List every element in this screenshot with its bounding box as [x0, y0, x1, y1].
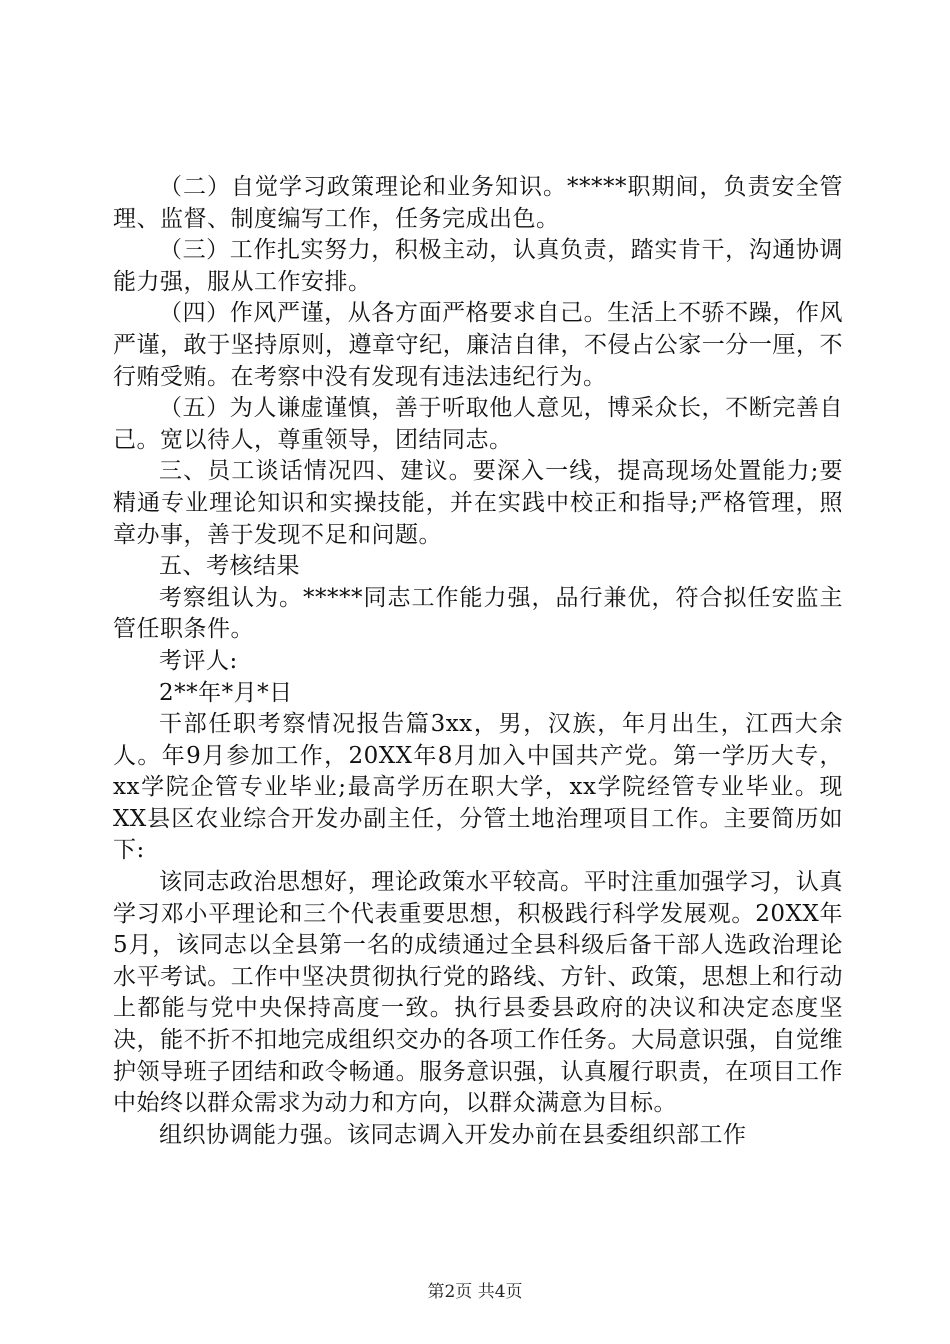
paragraph-conclusion: 考察组认为。*****同志工作能力强，品行兼优，符合拟任安监主管任职条件。 [113, 584, 843, 643]
heading-assessment-result: 五、考核结果 [159, 553, 300, 580]
document-body [113, 172, 843, 1151]
paragraph-political-thought: 该同志政治思想好，理论政策水平较高。平时注重加强学习，认真学习邓小平理论和三个代表重要思想，积极践行科学发展观。20XX年5月，该同志以全县第一名的成绩通过全县科级后备干部人选政治理论水平考试。工作中坚决贯彻执行党的路线、方针、政策，思想上和行动上都能与党中央保持高度一致。执行县委县政府的决议和决定态度坚决，能不折不扣地完成组织交办的各项工作任务。大局意识强，自觉维护领导班子团结和政令畅通。服务意识强，认真履行职责，在项目工作中始终以群众需求为动力和方向，以群众满意为目标。 [113, 869, 843, 1117]
evaluator-label: 考评人: [159, 647, 238, 674]
paragraph-interview-suggestions: 三、员工谈话情况四、建议。要深入一线，提高现场处置能力;要精通专业理论知识和实操技能，并在实践中校正和指导;严格管理，照章办事，善于发现不足和问题。 [113, 458, 843, 548]
page-number-footer: 第2页 共4页 [427, 1282, 523, 1302]
paragraph-4: （四）作风严谨，从各方面严格要求自己。生活上不骄不躁，作风严谨，敢于坚持原则，遵章守纪，廉洁自律，不侵占公家一分一厘，不行贿受贿。在考察中没有发现有违法违纪行为。 [113, 300, 843, 390]
paragraph-coordination: 组织协调能力强。该同志调入开发办前在县委组织部工作 [159, 1121, 747, 1148]
paragraph-report-3-intro: 干部任职考察情况报告篇3xx，男，汉族，年月出生，江西大余人。年9月参加工作，20XX年8月加入中国共产党。第一学历大专，xx学院企管专业毕业;最高学历在职大学，xx学院经管专业毕业。现XX县区农业综合开发办副主任，分管土地治理项目工作。主要简历如下: [113, 711, 843, 864]
paragraph-5: （五）为人谦虚谨慎，善于听取他人意见，博采众长，不断完善自己。宽以待人，尊重领导，团结同志。 [113, 395, 843, 453]
paragraph-3: （三）工作扎实努力，积极主动，认真负责，踏实肯干，沟通协调能力强，服从工作安排。 [113, 237, 843, 295]
date-line: 2**年*月*日 [159, 679, 293, 706]
paragraph-2: （二）自觉学习政策理论和业务知识。*****职期间，负责安全管理、监督、制度编写工作，任务完成出色。 [113, 174, 843, 232]
